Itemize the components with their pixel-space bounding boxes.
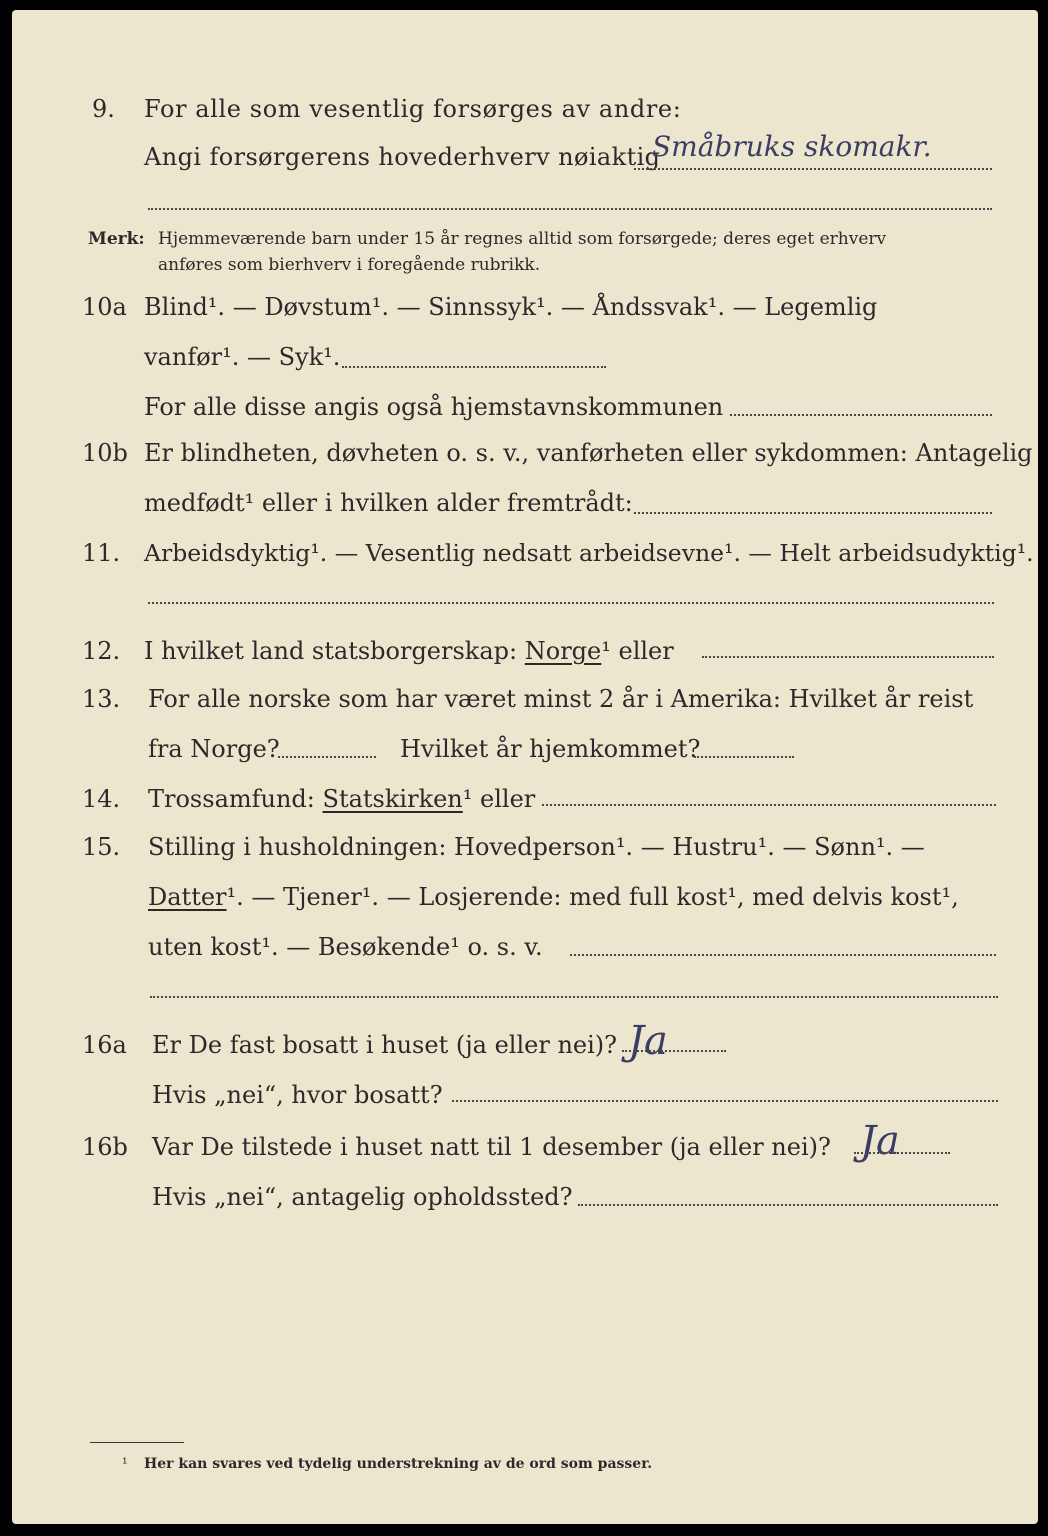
q13-line1: For alle norske som har været minst 2 år i Amerika: Hvilket år reist — [148, 685, 974, 713]
q12-answer-line — [702, 656, 994, 658]
q14-line — [148, 784, 535, 814]
q10a-hjemstavn-line — [730, 414, 992, 416]
q9-handwritten-answer: Småbruks skomakr. — [652, 130, 932, 163]
q15-answer-line — [570, 954, 996, 956]
q12-suffix: ¹ eller — [601, 637, 674, 665]
q9-answer-line — [634, 168, 992, 170]
q14-number: 14. — [82, 785, 121, 813]
footnote-rule — [90, 1442, 184, 1443]
q16b-line1: Var De tilstede i huset natt til 1 desember (ja eller nei)? — [152, 1133, 831, 1161]
q16b-opholdssted-line — [578, 1204, 998, 1206]
q11-number: 11. — [82, 539, 121, 567]
q9-line1: For alle som vesentlig forsørges av andre: — [144, 95, 682, 123]
q15-choice-underlined: Datter — [148, 883, 227, 911]
q14-answer-line — [542, 804, 996, 806]
q10a-syk-line — [342, 366, 606, 368]
q16a-answer-line — [622, 1050, 726, 1052]
merk-line2: anføres som bierhverv i foregående rubrikk. — [158, 255, 541, 275]
q16a-handwritten-answer: Ja — [628, 1018, 668, 1064]
q14-prefix: Trossamfund: — [148, 785, 315, 813]
q16a-bosatt-line — [452, 1100, 998, 1102]
census-form-page — [12, 10, 1038, 1524]
q16a-line2: Hvis „nei“, hvor bosatt? — [152, 1081, 443, 1109]
q12-choice-underlined: Norge — [524, 637, 602, 665]
q13-line2a: fra Norge? — [148, 735, 280, 763]
q10b-number: 10b — [82, 439, 128, 467]
q15-line2 — [148, 882, 959, 912]
merk-label: Merk: — [88, 229, 145, 249]
q13-hjemkommet-line — [694, 756, 794, 758]
q15-extra-line — [150, 996, 998, 998]
q15-number: 15. — [82, 833, 121, 861]
q13-reist-line — [278, 756, 376, 758]
q10a-line1: Blind¹. — Døvstum¹. — Sinnssyk¹. — Åndssvak¹. — Legemlig — [144, 293, 878, 321]
q15-line1: Stilling i husholdningen: Hovedperson¹. — Hustru¹. — Sønn¹. — — [148, 833, 925, 861]
q10a-number: 10a — [82, 293, 127, 321]
q9-number: 9. — [92, 95, 115, 123]
q10b-line1: Er blindheten, døvheten o. s. v., vanførheten eller sykdommen: Antagelig — [144, 439, 1033, 467]
q11-line1: Arbeidsdyktig¹. — Vesentlig nedsatt arbeidsevne¹. — Helt arbeidsudyktig¹. — [144, 539, 1034, 567]
merk-line1: Hjemmeværende barn under 15 år regnes alltid som forsørgede; deres eget erhverv — [158, 229, 887, 249]
q14-choice-underlined: Statskirken — [322, 785, 463, 813]
q15-line3: uten kost¹. — Besøkende¹ o. s. v. — [148, 933, 543, 961]
q12-line — [144, 636, 674, 666]
q9-extra-line — [148, 208, 992, 210]
q16b-number: 16b — [82, 1133, 128, 1161]
q10b-line2: medfødt¹ eller i hvilken alder fremtrådt: — [144, 489, 633, 517]
q16a-line1: Er De fast bosatt i huset (ja eller nei)? — [152, 1031, 618, 1059]
q12-prefix: I hvilket land statsborgerskap: — [144, 637, 518, 665]
q10b-answer-line — [634, 512, 992, 514]
q12-number: 12. — [82, 637, 121, 665]
q10a-line3: For alle disse angis også hjemstavnskommunen — [144, 393, 724, 421]
footnote-mark: ¹ — [122, 1456, 128, 1472]
footnote-text: Her kan svares ved tydelig understrekning av de ord som passer. — [144, 1456, 653, 1472]
q13-number: 13. — [82, 685, 121, 713]
q9-line2: Angi forsørgerens hovederhverv nøiaktig — [144, 143, 661, 171]
q16b-handwritten-answer: Ja — [860, 1118, 900, 1164]
q11-extra-line — [148, 602, 994, 604]
q13-line2b: Hvilket år hjemkommet? — [400, 735, 701, 763]
q16b-line2: Hvis „nei“, antagelig opholdssted? — [152, 1183, 573, 1211]
q14-suffix: ¹ eller — [462, 785, 536, 813]
q15-line2-rest: ¹. — Tjener¹. — Losjerende: med full kost¹, med delvis kost¹, — [226, 883, 959, 911]
q10a-line2: vanfør¹. — Syk¹. — [144, 343, 341, 371]
q16b-answer-line — [854, 1152, 950, 1154]
q16a-number: 16a — [82, 1031, 127, 1059]
